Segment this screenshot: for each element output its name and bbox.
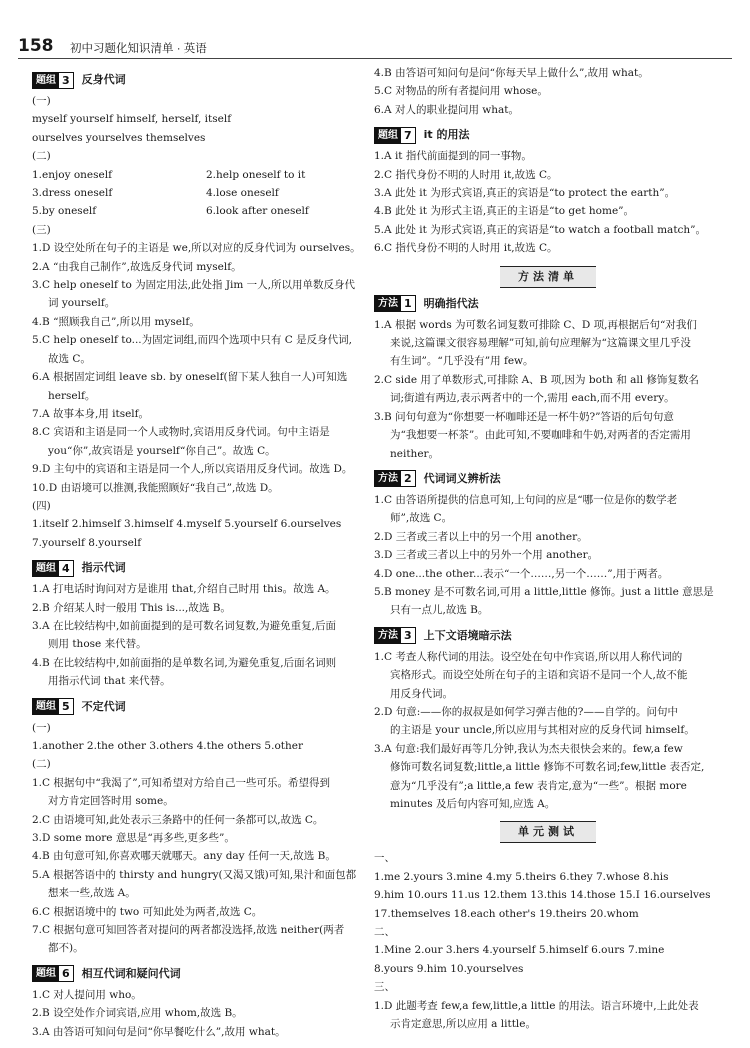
- answer-line: 4.B 由答语可知问句是问“你每天早上做什么”,故用 what。: [374, 67, 649, 79]
- answer-line: 1.itself 2.himself 3.himself 4.myself 5.yourself 6.ourselves: [32, 518, 342, 531]
- answer-line: 1.C 考查人称代词的用法。设空处在句中作宾语,所以用人称代词的: [374, 650, 683, 663]
- answer-line: 一、: [374, 852, 395, 865]
- tag-label: 题组: [33, 699, 59, 714]
- tag-number: 7: [401, 128, 415, 143]
- answer-line: (二): [32, 150, 51, 163]
- group-tag: [32, 965, 74, 982]
- answer-line: 2.B 设空处作介词宾语,应用 whom,故选 B。: [32, 1007, 243, 1020]
- answer-pair-row: [32, 184, 380, 202]
- section-title: 上下文语境暗示法: [423, 628, 512, 642]
- section-heading: [374, 294, 722, 314]
- answer-continuation: herself。: [48, 389, 96, 402]
- banner-text: 方法清单: [500, 266, 596, 288]
- answer-continuation: neither。: [390, 447, 440, 460]
- answer-cell: 3.dress oneself: [32, 187, 113, 200]
- answer-line: 6.C 根据语境中的 two 可知此处为两者,故选 C。: [32, 905, 263, 918]
- section-heading: [32, 964, 380, 984]
- answer-line: 5.C 对物品的所有者提问用 whose。: [374, 85, 548, 98]
- answer-line: 5.B money 是不可数名词,可用 a little,little 修饰。just a little 意思是: [374, 585, 714, 598]
- answer-continuation: 师”,故选 C。: [390, 512, 453, 525]
- answer-continuation: minutes 及后句内容可知,应选 A。: [390, 798, 556, 810]
- answer-continuation: 有生词”。“几乎没有”用 few。: [390, 355, 534, 368]
- section-title: 相互代词和疑问代词: [81, 966, 181, 980]
- answer-line: 7.A 故事本身,用 itself。: [32, 407, 150, 420]
- answer-cell: 5.by oneself: [32, 205, 97, 218]
- tag-number: 3: [59, 73, 73, 88]
- answer-line: 1.C 对人提问用 who。: [32, 988, 142, 1001]
- answer-line: 3.A 在比较结构中,如前面提到的是可数名词复数,为避免重复,后面: [32, 619, 336, 632]
- answer-line: 7.yourself 8.yourself: [32, 536, 142, 549]
- tag-number: 4: [59, 561, 73, 576]
- section-title: 指示代词: [81, 561, 126, 575]
- group-tag: [32, 560, 74, 577]
- group-tag: [374, 295, 416, 312]
- answer-continuation: 则用 those 来代替。: [48, 638, 147, 651]
- answer-line: (三): [32, 223, 51, 236]
- answer-continuation: 意为“几乎没有”;a little,a few 表肯定,意为“一些”。根据 more: [390, 779, 687, 792]
- tag-label: 题组: [33, 561, 59, 576]
- group-tag: [374, 627, 416, 644]
- answer-line: 1.D 设空处所在句子的主语是 we,所以对应的反身代词为 ourselves。: [32, 242, 361, 255]
- answer-line: (四): [32, 499, 51, 512]
- section-heading: [374, 125, 722, 145]
- answer-continuation: 词;街道有两边,表示两者中的一个,需用 each,而不用 every。: [390, 392, 675, 405]
- answer-line: 7.C 根据句意可知回答者对提问的两者都没选择,故选 neither(两者: [32, 924, 345, 937]
- answer-line: 3.A 由答语可知问句是问“你早餐吃什么”,故用 what。: [32, 1025, 286, 1038]
- answer-line: (一): [32, 95, 51, 107]
- answer-cell: 2.help oneself to it: [206, 168, 306, 181]
- answer-line: 5.A 根据答语中的 thirsty and hungry(又渴又饿)可知,果汁和面包都: [32, 868, 357, 881]
- answer-line: 3.B 问句句意为“你想要一杯咖啡还是一杯牛奶?”答语的后句句意: [374, 410, 674, 423]
- answer-line: ourselves yourselves themselves: [32, 131, 206, 144]
- answer-line: 1.A 根据 words 为可数名词复数可排除 C、D 项,再根据后句“对我们: [374, 318, 697, 331]
- answer-line: (二): [32, 758, 51, 771]
- answer-line: (一): [32, 721, 51, 734]
- answer-line: 3.C help oneself to 为固定用法,此处指 Jim 一人,所以用单数反身代: [32, 279, 356, 292]
- tag-number: 2: [401, 471, 415, 486]
- answer-line: 6.A 对人的职业提问用 what。: [374, 103, 520, 116]
- answer-line: 4.B 由句意可知,你喜欢哪天就哪天。any day 任何一天,故选 B。: [32, 850, 336, 863]
- answer-continuation: 想来一些,故选 A。: [48, 887, 136, 900]
- answer-line: 4.B 此处 it 为形式主语,真正的主语是“to get home”。: [374, 205, 635, 218]
- answer-line: 2.C side 用了单数形式,可排除 A、B 项,因为 both 和 all 修饰复数名: [374, 373, 699, 386]
- answer-line: 二、: [374, 926, 395, 939]
- section-heading: [374, 626, 722, 646]
- answer-continuation: 词 yourself。: [48, 297, 116, 310]
- answer-line: 2.D 三者或三者以上中的另一个用 another。: [374, 530, 588, 543]
- answer-continuation: 都不)。: [48, 942, 84, 955]
- answer-continuation: 用反身代词。: [390, 687, 453, 700]
- group-tag: [374, 470, 416, 487]
- tag-label: 题组: [375, 128, 401, 143]
- answer-line: 1.Mine 2.our 3.hers 4.yourself 5.himself 6.ours 7.mine: [374, 944, 665, 957]
- answer-line: 1.another 2.the other 3.others 4.the others 5.other: [32, 740, 303, 752]
- answer-line: 5.A 此处 it 为形式宾语,真正的宾语是“to watch a football match”。: [374, 223, 707, 236]
- answer-line: 3.A 句意:我们最好再等几分钟,我认为杰夫很快会来的。few,a few: [374, 742, 683, 755]
- answer-line: 2.C 由语境可知,此处表示三条路中的任何一条都可以,故选 C。: [32, 813, 324, 826]
- tag-label: 题组: [33, 73, 59, 88]
- answer-continuation: 用指示代词 that 来代替。: [48, 675, 171, 688]
- answer-line: 1.D 此题考查 few,a few,little,a little 的用法。语言环境中,上此处表: [374, 999, 699, 1012]
- page-number: 158: [18, 36, 54, 56]
- right-column: [374, 64, 722, 1033]
- answer-line: 4.B “照顾我自己”,所以用 myself。: [32, 315, 200, 328]
- section-title: 代词词义辨析法: [423, 471, 501, 485]
- group-tag: [374, 127, 416, 144]
- answer-continuation: 示肯定意思,所以应用 a little。: [390, 1018, 536, 1031]
- tag-number: 1: [401, 296, 415, 311]
- answer-line: 8.C 宾语和主语是同一个人或物时,宾语用反身代词。句中主语是: [32, 426, 330, 439]
- answer-continuation: 为“我想要一杯茶”。由此可知,不要咖啡和牛奶,对两者的否定需用: [390, 429, 691, 442]
- answer-pair-row: [32, 166, 380, 184]
- tag-number: 3: [401, 628, 415, 643]
- answer-line: 1.A it 指代前面提到的同一事物。: [374, 150, 532, 163]
- tag-number: 6: [59, 966, 73, 981]
- banner-heading: [374, 266, 722, 288]
- answer-line: 3.A 此处 it 为形式宾语,真正的宾语是“to protect the earth”。: [374, 187, 676, 200]
- answer-line: 6.C 指代身份不明的人时用 it,故选 C。: [374, 242, 558, 255]
- answer-cell: 1.enjoy oneself: [32, 168, 112, 181]
- answer-line: 2.C 指代身份不明的人时用 it,故选 C。: [374, 168, 558, 181]
- section-title: 明确指代法: [423, 296, 479, 310]
- answer-pair-row: [32, 202, 380, 220]
- answer-line: 8.yours 9.him 10.yourselves: [374, 962, 524, 975]
- answer-line: 10.D 由语境可以推测,我能照顾好“我自己”,故选 D。: [32, 481, 279, 494]
- section-heading: [32, 697, 380, 717]
- answer-line: 2.A “由我自己制作”,故选反身代词 myself。: [32, 260, 242, 273]
- left-column: [32, 64, 380, 1041]
- answer-continuation: 对方肯定回答时用 some。: [48, 795, 174, 808]
- answer-continuation: 修饰可数名词复数;little,a little 修饰不可数名词;few,little 表否定,: [390, 761, 705, 774]
- answer-continuation: 只有一点儿,故选 B。: [390, 604, 489, 617]
- answer-line: 1.me 2.yours 3.mine 4.my 5.theirs 6.they 7.whose 8.his: [374, 870, 669, 883]
- answer-continuation: 的主语是 your uncle,所以应用与其相对应的反身代词 himself。: [390, 724, 695, 737]
- answer-line: 3.D some more 意思是“再多些,更多些”。: [32, 832, 235, 845]
- answer-line: 3.D 三者或三者以上中的另外一个用 another。: [374, 549, 599, 562]
- section-heading: [32, 70, 380, 90]
- page-header: [18, 36, 732, 59]
- section-heading: [374, 469, 722, 489]
- section-title: 反身代词: [81, 73, 126, 86]
- tag-label: 题组: [33, 966, 59, 981]
- answer-continuation: you“你”,故宾语是 yourself“你自己”。故选 C。: [48, 444, 276, 457]
- answer-line: 三、: [374, 981, 395, 994]
- answer-line: 17.themselves 18.each other's 19.theirs 20.whom: [374, 907, 639, 920]
- answer-line: 9.D 主句中的宾语和主语是同一个人,所以宾语用反身代词。故选 D。: [32, 463, 353, 476]
- section-title: it 的用法: [423, 128, 470, 142]
- answer-line: 1.A 打电话时询问对方是谁用 that,介绍自己时用 this。故选 A。: [32, 583, 336, 596]
- answer-line: 2.D 句意:——你的叔叔是如何学习弹吉他的?——自学的。问句中: [374, 705, 678, 718]
- answer-cell: 6.look after oneself: [206, 205, 309, 218]
- answer-line: 1.C 根据句中“我渴了”,可知希望对方给自己一些可乐。希望得到: [32, 776, 330, 789]
- answer-line: 1.C 由答语所提供的信息可知,上句问的应是“哪一位是你的数学老: [374, 493, 678, 506]
- answer-continuation: 宾格形式。而设空处所在句子的主语和宾语不是同一个人,故不能: [390, 669, 688, 682]
- tag-label: 方法: [375, 471, 401, 486]
- group-tag: [32, 72, 74, 89]
- tag-label: 方法: [375, 296, 401, 311]
- answer-continuation: 故选 C。: [48, 352, 91, 365]
- answer-line: 9.him 10.ours 11.us 12.them 13.this 14.those 15.I 16.ourselves: [374, 889, 711, 902]
- answer-line: 4.B 在比较结构中,如前面指的是单数名词,为避免重复,后面名词则: [32, 656, 337, 669]
- answer-continuation: 来说,这篇课文很容易理解”可知,前句应理解为“这篇课文里几乎没: [390, 337, 691, 350]
- answer-line: myself yourself himself, herself, itself: [32, 113, 232, 126]
- tag-number: 5: [59, 699, 73, 714]
- section-title: 不定代词: [81, 699, 126, 713]
- section-heading: [32, 558, 380, 578]
- banner-text: 单元测试: [500, 821, 596, 843]
- answer-cell: 4.lose oneself: [206, 187, 279, 200]
- banner-heading: [374, 821, 722, 843]
- group-tag: [32, 698, 74, 715]
- answer-line: 2.B 介绍某人时一般用 This is...,故选 B。: [32, 601, 231, 614]
- answer-line: 5.C help oneself to...为固定词组,而四个选项中只有 C 是反身代词,: [32, 334, 353, 347]
- answer-line: 4.D one...the other...表示“一个……,另一个……”,用于两者。: [374, 567, 669, 580]
- book-title: 初中习题化知识清单 · 英语: [70, 43, 207, 55]
- tag-label: 方法: [375, 628, 401, 643]
- answer-line: 6.A 根据固定词组 leave sb. by oneself(留下某人独自一人)可知选: [32, 371, 348, 384]
